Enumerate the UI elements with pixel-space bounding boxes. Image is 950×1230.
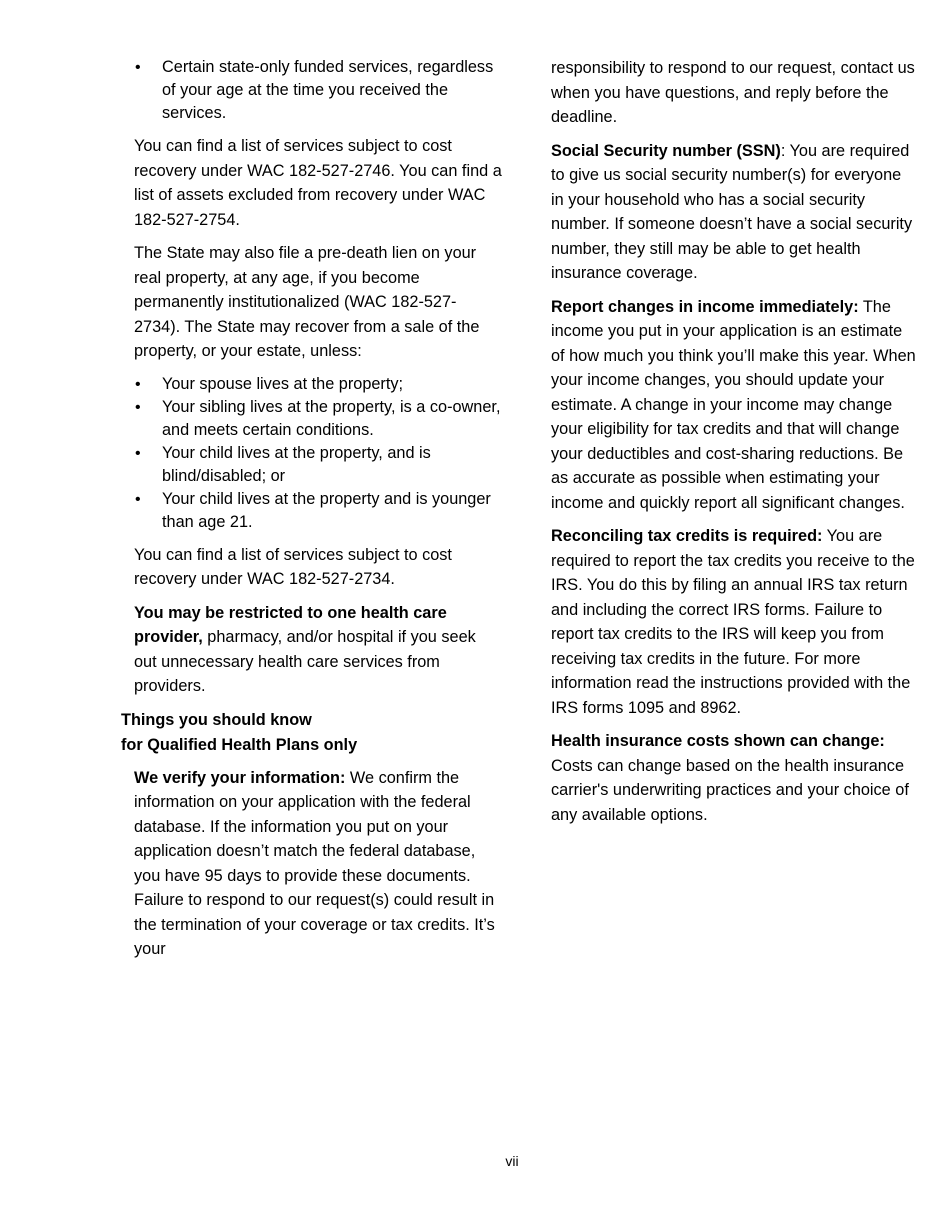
reconcile-tax-credits-paragraph (551, 524, 916, 720)
income-changes-lead: Report changes in income immediately: (551, 297, 859, 316)
income-changes-paragraph (551, 295, 916, 516)
ssn-lead: Social Security number (SSN) (551, 141, 781, 160)
ssn-paragraph (551, 139, 916, 286)
right-column (551, 56, 916, 836)
cost-recovery-paragraph: You can find a list of services subject to cost recovery under WAC 182-527-2746. You can find a list of assets excluded from recovery under WAC 182-527-2754. (134, 137, 502, 229)
left-column (121, 56, 502, 971)
reconcile-tax-credits-text: You are required to report the tax credits you receive to the IRS. You do this by filing an annual IRS tax return and including the correct IRS forms. Failure to report tax credits to the IRS will keep you from receiving tax credits in the future. For more information read the instructions provided with the IRS forms 1095 and 8962. (551, 527, 915, 717)
income-changes-text: The income you put in your application is an estimate of how much you think you’ll make this year. When your income changes, you should update your estimate. A change in your income may change your eligibility for tax credits and that will change your deductibles and cost-sharing reductions. Be as accurate as possible when estimating your income and quickly report all significant changes. (551, 297, 916, 512)
ssn-text: : You are required to give us social security number(s) for everyone in your household who has a social security number. If someone doesn’t have a social security number, they still may be able to get health insurance coverage. (551, 141, 913, 282)
qhp-heading-line2: for Qualified Health Plans only (121, 735, 358, 754)
costs-change-lead: Health insurance costs shown can change: (551, 732, 885, 750)
reconcile-tax-credits-lead: Reconciling tax credits is required: (551, 527, 823, 545)
list-item: • Your spouse lives at the property; (134, 373, 502, 396)
verify-information-lead: We verify your information: (134, 768, 346, 787)
verify-information-paragraph (134, 766, 502, 962)
list-item: • Your sibling lives at the property, is a co-owner, and meets certain conditions. (134, 396, 502, 442)
verify-information-text: We confirm the information on your application with the federal database. If the information you put on your application doesn’t match the federal database, you have 95 days to provide these documents. Failure to respond to our request(s) could result in the termination of your coverage or tax credits. It’s your (134, 768, 495, 958)
lien-exceptions-list (134, 373, 502, 534)
cost-recovery-reference-paragraph: You can find a list of services subject to cost recovery under WAC 182-527-2734. (134, 545, 452, 588)
restricted-provider-lead: You may be restricted to one health care provider, (134, 603, 447, 646)
continuation-paragraph: responsibility to respond to our request, contact us when you have questions, and reply before the deadline. (551, 59, 915, 126)
qhp-section-heading (121, 708, 502, 758)
restricted-provider-text: pharmacy, and/or hospital if you seek out unnecessary health care services from providers. (134, 628, 476, 695)
list-item: • Your child lives at the property and is younger than age 21. (134, 488, 502, 534)
list-item: • Certain state-only funded services, regardless of your age at the time you received the services. (134, 56, 502, 125)
pre-death-lien-paragraph: The State may also file a pre-death lien on your real property, at any age, if you become permanently institutionalized (WAC 182-527-2734). The State may recover from a sale of the property, or your estate, unless: (134, 244, 480, 360)
costs-change-paragraph (551, 729, 916, 827)
qhp-heading-line1: Things you should know (121, 710, 312, 729)
costs-change-text: Costs can change based on the health insurance carrier's underwriting practices and your choice of any available options. (551, 756, 909, 824)
restricted-provider-paragraph (134, 601, 502, 699)
page-number: vii (505, 1153, 519, 1169)
list-item: • Your child lives at the property, and is blind/disabled; or (134, 442, 502, 488)
state-funded-bullet-list (134, 56, 502, 125)
